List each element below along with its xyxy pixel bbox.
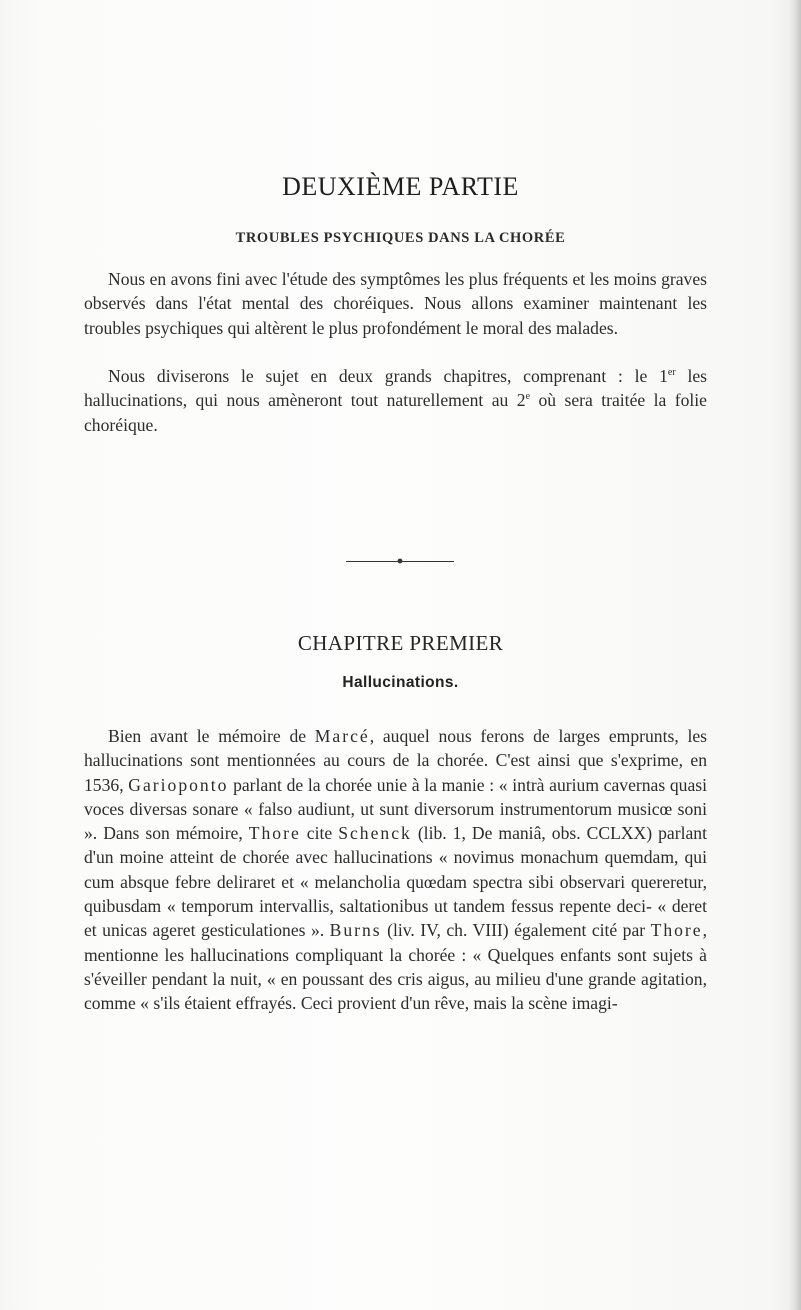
body-text: parlant de la chorée unie à la manie : « intrà aurium cavernas quasi voces diversas sonare « falso audiunt, ut sunt diversorum instrumentorum musicœ soni ». Dans son mémoire, <box>84 774 708 844</box>
part-subtitle: TROUBLES PSYCHIQUES DANS LA CHORÉE <box>235 230 566 246</box>
intro-text: où sera traitée la folie choréique. <box>84 390 707 435</box>
intro-paragraph-1: Nous en avons fini avec l'étude des symptômes les plus fréquents et les moins graves observés dans l'état mental des choréiques. Nous allons examiner maintenant les troubles psychiques qui altèrent le plus profondément le moral des malades. <box>84 269 707 338</box>
chapter-title: CHAPITRE PREMIER <box>297 631 504 655</box>
intro-text: les hallucinations, qui nous amèneront tout naturellement au 2 <box>84 366 707 411</box>
body-text: (lib. 1, De maniâ, obs. CCLXX) parlant d'un moine atteint de chorée avec hallucinations « novimus monachum quemdam, qui cum absque febre deliraret et « melancholia quœdam spectra sibi observari quereretur, quibusdam « temporum intervallis, saltationibus ut tandem fessus repente deci- « deret et unicas ageret gesticulationes ». <box>84 823 707 941</box>
author-name: Marcé <box>314 726 370 746</box>
section-title: Hallucinations. <box>342 674 459 691</box>
author-name: Thore <box>650 920 703 941</box>
superscript-er: er <box>667 367 676 378</box>
author-name: Burns <box>329 920 382 941</box>
author-name: Schenck <box>338 823 412 844</box>
superscript-e: e <box>525 391 531 403</box>
intro-paragraph-2 <box>84 364 707 437</box>
body-text: , auquel nous ferons de larges emprunts, les hallucinations sont mentionnées au cours de la chorée. C'est ainsi que s'exprime, en 1536, <box>84 726 707 795</box>
divider-ornament <box>396 557 404 565</box>
part-title: DEUXIÈME PARTIE <box>282 172 519 201</box>
body-text: , mentionne les hallucinations compliquant la chorée : « Quelques enfants sont sujets à s'éveiller pendant la nuit, « en poussant des cris aigus, au milieu d'une grande agitation, comme « s'ils étaient effrayés. Ceci provient d'un rêve, mais la scène imagi- <box>84 920 708 1014</box>
intro-text: Nous diviserons le sujet en deux grands chapitres, comprenant : le 1 <box>108 366 668 386</box>
body-text: (liv. IV, ch. VIII) également cité par <box>381 920 651 941</box>
author-name: Thore <box>248 823 301 844</box>
body-text: cite <box>300 823 339 844</box>
body-paragraph <box>84 724 707 1016</box>
body-text: Bien avant le mémoire de <box>108 726 315 746</box>
page-edge-shadow <box>789 0 801 1310</box>
author-name: Garioponto <box>128 774 229 795</box>
